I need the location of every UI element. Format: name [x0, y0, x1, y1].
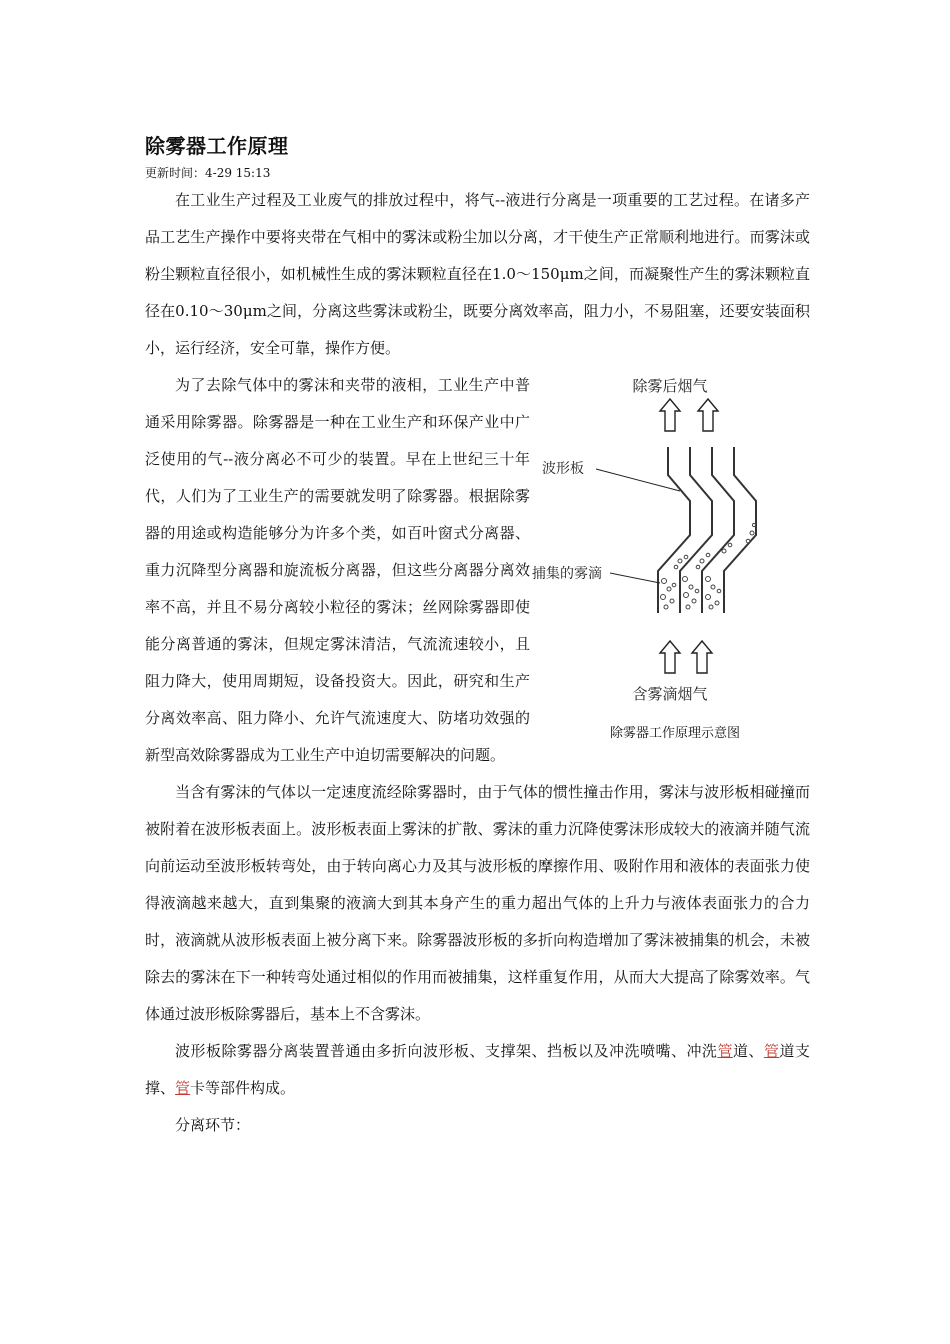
pipe-link-1[interactable]: 管 [717, 1042, 733, 1060]
paragraph-separation-stages: 分离环节： [175, 1116, 251, 1134]
demister-diagram [532, 373, 810, 761]
paragraph-background: 为了去除气体中的雾沫和夹带的液相，工业生产中普通采用除雾器。除雾器是一种在工业生产和环保产业中广泛使用的气--液分离必不可少的装置。早在上世纪三十年代，人们为了工业生产的需要就发明了除雾器。根据除雾器的用途或构造能够分为许多个类，如百叶窗式分离器、重力沉降型分离器和旋流板分离器，但这些分离器分离效率不高，并且不易分离较小粒径的雾沫；丝网除雾器即使能分离普通的雾沫，但规定雾沫清洁，气流流速较小，且阻力降大，使用周期短，设备投资大。因此，研究和生产分离效率高、阻力降小、允许气流速度大、防堵功效强的新型高效除雾器成为工业生产中迫切需要解决的问题。 [145, 376, 530, 764]
components-text-3: 道支撑、 [145, 1042, 810, 1097]
label-captured-drops: 捕集的雾滴 [532, 566, 602, 582]
paragraph-intro: 在工业生产过程及工业废气的排放过程中，将气--液进行分离是一项重要的工艺过程。在诸多产品工艺生产操作中要将夹带在气相中的雾沫或粉尘加以分离，才干使生产正常顺利地进行。而雾沫或粉尘颗粒直径很小，如机械性生成的雾沫颗粒直径在1.0～150μm之间，而凝聚性产生的雾沫颗粒直径在0.10～30μm之间，分离这些雾沫或粉尘，既要分离效率高，阻力小，不易阻塞，还要安装面积小，运行经济，安全可靠，操作方便。 [145, 191, 810, 357]
label-wave-plate: 波形板 [542, 461, 584, 477]
update-time: 更新时间：4-29 15:13 [145, 166, 271, 180]
demister-diagram-svg [532, 373, 810, 723]
captured-droplets [661, 523, 756, 609]
components-text-2: 道、 [732, 1042, 764, 1060]
wave-plates [658, 447, 756, 613]
label-leaders [596, 469, 680, 583]
pipe-link-2[interactable]: 管 [763, 1042, 780, 1060]
paragraph-with-figure [145, 367, 810, 774]
pipe-link-3[interactable]: 管 [175, 1079, 191, 1097]
paragraph-components [145, 1033, 810, 1107]
outlet-arrow-icon [660, 399, 718, 431]
document-page [145, 130, 810, 1144]
inlet-arrow-icon [660, 641, 712, 673]
figure-caption: 除雾器工作原理示意图 [609, 726, 740, 741]
page-title: 除雾器工作原理 [145, 134, 289, 158]
paragraph-mechanism: 当含有雾沫的气体以一定速度流经除雾器时，由于气体的惯性撞击作用，雾沫与波形板相碰撞而被附着在波形板表面上。波形板表面上雾沫的扩散、雾沫的重力沉降使雾沫形成较大的液滴并随气流向前运动至波形板转弯处，由于转向离心力及其与波形板的摩擦作用、吸附作用和液体的表面张力使得液滴越来越大，直到集聚的液滴大到其本身产生的重力超出气体的上升力与液体表面张力的合力时，液滴就从波形板表面上被分离下来。除雾器波形板的多折向构造增加了雾沫被捕集的机会，未被除去的雾沫在下一种转弯处通过相似的作用而被捕集，这样重复作用，从而大大提高了除雾效率。气体通过波形板除雾器后，基本上不含雾沫。 [145, 783, 810, 1023]
label-bottom: 含雾滴烟气 [632, 685, 708, 703]
components-text-1: 波形板除雾器分离装置普通由多折向波形板、支撑架、挡板以及冲洗喷嘴、冲洗 [175, 1042, 718, 1060]
label-top: 除雾后烟气 [632, 377, 708, 395]
components-text-4: 卡等部件构成。 [190, 1079, 296, 1097]
